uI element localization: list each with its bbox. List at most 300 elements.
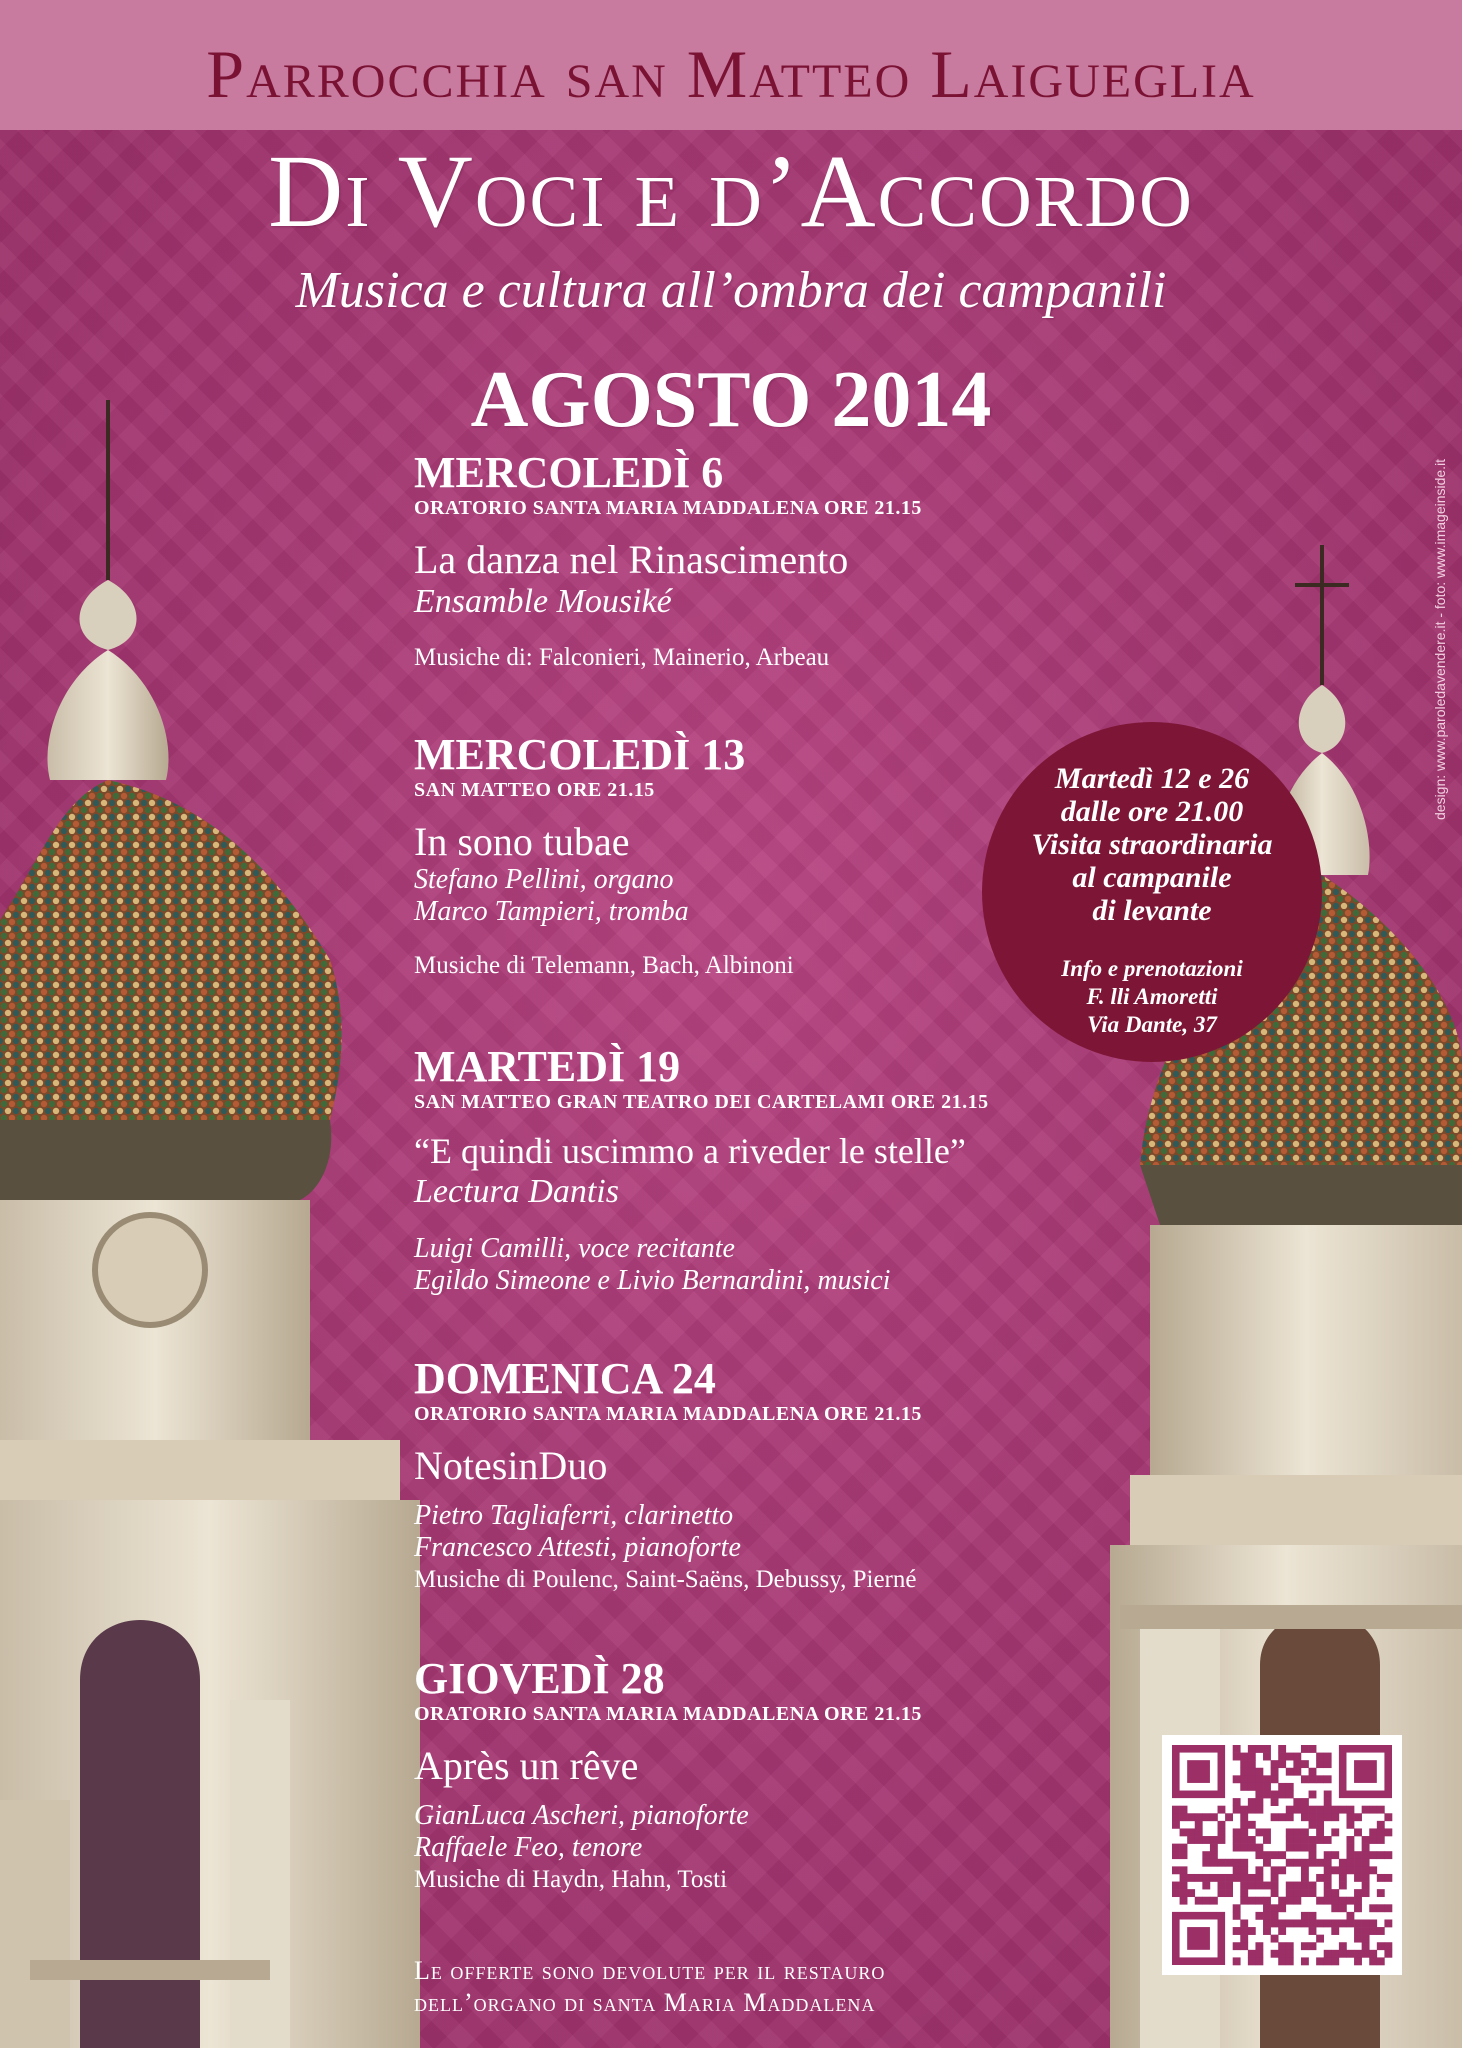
qr-module [1384, 1874, 1392, 1882]
qr-module [1354, 1950, 1362, 1958]
qr-module [1293, 1897, 1301, 1905]
qr-module [1225, 1859, 1233, 1867]
qr-module [1278, 1942, 1286, 1950]
qr-module [1210, 1874, 1218, 1882]
qr-module [1233, 1957, 1241, 1965]
qr-module [1384, 1919, 1392, 1927]
qr-module [1248, 1844, 1256, 1852]
design-credit: design: www.paroledavendere.it - foto: www.imageinside.it [1432, 458, 1448, 820]
qr-module [1233, 1927, 1241, 1935]
qr-module [1301, 1859, 1309, 1867]
qr-module [1218, 1874, 1226, 1882]
event-title: La danza nel Rinascimento [414, 537, 849, 583]
qr-module [1309, 1836, 1317, 1844]
qr-module [1195, 1874, 1203, 1882]
qr-module [1309, 1844, 1317, 1852]
qr-module [1225, 1889, 1233, 1897]
qr-module [1233, 1942, 1241, 1950]
qr-module [1202, 1836, 1210, 1844]
qr-module [1263, 1882, 1271, 1890]
event-music: Musiche di Haydn, Hahn, Tosti [414, 1865, 728, 1893]
qr-module [1369, 1836, 1377, 1844]
qr-module [1218, 1859, 1226, 1867]
qr-module [1248, 1882, 1256, 1890]
qr-module [1187, 1836, 1195, 1844]
qr-module [1172, 1813, 1180, 1821]
qr-module [1286, 1813, 1294, 1821]
qr-module [1278, 1950, 1286, 1958]
qr-module [1362, 1889, 1370, 1897]
qr-module [1362, 1935, 1370, 1943]
qr-module [1240, 1836, 1248, 1844]
qr-module [1369, 1851, 1377, 1859]
qr-module [1278, 1919, 1286, 1927]
qr-module [1301, 1760, 1309, 1768]
qr-module [1316, 1957, 1324, 1965]
qr-module [1286, 1828, 1294, 1836]
badge-info [972, 955, 1332, 1039]
qr-module [1248, 1927, 1256, 1935]
qr-module [1293, 1753, 1301, 1761]
qr-module [1309, 1882, 1317, 1890]
footer-note [414, 1955, 885, 2018]
qr-module [1362, 1950, 1370, 1958]
qr-module [1309, 1889, 1317, 1897]
event-music: Musiche di Poulenc, Saint-Saëns, Debussy, Pierné [414, 1565, 917, 1593]
qr-module [1202, 1897, 1210, 1905]
qr-module [1324, 1813, 1332, 1821]
qr-module [1271, 1760, 1279, 1768]
badge-line: di levante [1092, 894, 1212, 927]
qr-module [1225, 1813, 1233, 1821]
qr-module [1180, 1882, 1188, 1890]
qr-module [1240, 1844, 1248, 1852]
qr-code[interactable] [1162, 1735, 1402, 1975]
qr-module [1233, 1753, 1241, 1761]
qr-module [1263, 1927, 1271, 1935]
qr-module [1377, 1828, 1385, 1836]
qr-finder-pattern [1187, 1927, 1210, 1950]
event-performer: GianLuca Ascheri, pianoforte [414, 1800, 749, 1832]
qr-module [1293, 1844, 1301, 1852]
qr-module [1240, 1828, 1248, 1836]
qr-module [1248, 1806, 1256, 1814]
qr-module [1301, 1874, 1309, 1882]
qr-module [1354, 1859, 1362, 1867]
qr-module [1354, 1935, 1362, 1943]
qr-module [1377, 1836, 1385, 1844]
qr-module [1377, 1942, 1385, 1950]
qr-module [1331, 1813, 1339, 1821]
qr-module [1240, 1821, 1248, 1829]
qr-module [1316, 1935, 1324, 1943]
qr-module [1309, 1813, 1317, 1821]
qr-module [1248, 1836, 1256, 1844]
qr-module [1346, 1950, 1354, 1958]
qr-module [1316, 1753, 1324, 1761]
qr-module [1354, 1874, 1362, 1882]
event-performer: Stefano Pellini, organo [414, 864, 674, 896]
qr-module [1346, 1806, 1354, 1814]
qr-module [1286, 1882, 1294, 1890]
qr-module [1263, 1919, 1271, 1927]
qr-module [1293, 1859, 1301, 1867]
qr-code-image [1162, 1735, 1402, 1975]
event-performer: Egildo Simeone e Livio Bernardini, musici [414, 1265, 891, 1297]
qr-module [1384, 1828, 1392, 1836]
event-subtitle: Lectura Dantis [414, 1172, 619, 1210]
qr-module [1180, 1828, 1188, 1836]
qr-module [1218, 1836, 1226, 1844]
qr-finder-pattern [1354, 1760, 1377, 1783]
qr-module [1346, 1836, 1354, 1844]
qr-module [1263, 1836, 1271, 1844]
qr-module [1286, 1768, 1294, 1776]
qr-module [1301, 1912, 1309, 1920]
event-performer: Francesco Attesti, pianoforte [414, 1532, 741, 1564]
qr-module [1331, 1828, 1339, 1836]
qr-module [1286, 1897, 1294, 1905]
qr-module [1324, 1775, 1332, 1783]
qr-module [1240, 1882, 1248, 1890]
qr-module [1309, 1806, 1317, 1814]
qr-module [1293, 1882, 1301, 1890]
qr-module [1377, 1889, 1385, 1897]
qr-module [1255, 1874, 1263, 1882]
qr-module [1172, 1882, 1180, 1890]
qr-module [1263, 1775, 1271, 1783]
qr-module [1324, 1874, 1332, 1882]
qr-module [1187, 1828, 1195, 1836]
qr-module [1180, 1844, 1188, 1852]
qr-module [1240, 1927, 1248, 1935]
qr-module [1339, 1904, 1347, 1912]
qr-module [1369, 1866, 1377, 1874]
qr-module [1377, 1821, 1385, 1829]
parish-name: Parrocchia san Matteo Laigueglia [206, 36, 1256, 112]
badge-line: Visita straordinaria [1031, 828, 1273, 861]
qr-module [1172, 1806, 1180, 1814]
event-performer: Raffaele Feo, tenore [414, 1832, 643, 1864]
qr-module [1331, 1950, 1339, 1958]
qr-module [1293, 1889, 1301, 1897]
qr-module [1331, 1957, 1339, 1965]
qr-module [1346, 1821, 1354, 1829]
qr-module [1324, 1957, 1332, 1965]
qr-module [1293, 1768, 1301, 1776]
qr-module [1286, 1889, 1294, 1897]
qr-module [1240, 1813, 1248, 1821]
qr-module [1286, 1957, 1294, 1965]
event-item [414, 1356, 1154, 1656]
qr-module [1339, 1919, 1347, 1927]
qr-module [1316, 1828, 1324, 1836]
qr-module [1195, 1836, 1203, 1844]
qr-module [1354, 1927, 1362, 1935]
qr-module [1324, 1889, 1332, 1897]
qr-module [1271, 1874, 1279, 1882]
month-heading: AGOSTO 2014 [470, 356, 992, 444]
qr-module [1195, 1813, 1203, 1821]
qr-module [1354, 1904, 1362, 1912]
qr-module [1331, 1889, 1339, 1897]
qr-module [1331, 1806, 1339, 1814]
qr-module [1316, 1919, 1324, 1927]
qr-module [1263, 1783, 1271, 1791]
qr-module [1248, 1874, 1256, 1882]
qr-module [1278, 1927, 1286, 1935]
qr-module [1202, 1882, 1210, 1890]
qr-module [1331, 1851, 1339, 1859]
event-place: ORATORIO SANTA MARIA MADDALENA ORE 21.15 [414, 1703, 922, 1726]
qr-module [1331, 1866, 1339, 1874]
left-bell-tower-illustration [0, 400, 420, 2048]
event-title: “E quindi uscimmo a riveder le stelle” [414, 1131, 966, 1172]
qr-module [1195, 1828, 1203, 1836]
qr-module [1240, 1942, 1248, 1950]
qr-module [1309, 1768, 1317, 1776]
qr-module [1324, 1798, 1332, 1806]
qr-module [1286, 1836, 1294, 1844]
qr-module [1180, 1866, 1188, 1874]
qr-module [1248, 1760, 1256, 1768]
qr-module [1240, 1866, 1248, 1874]
qr-module [1354, 1866, 1362, 1874]
qr-module [1309, 1775, 1317, 1783]
qr-module [1384, 1813, 1392, 1821]
qr-module [1324, 1919, 1332, 1927]
qr-module [1233, 1806, 1241, 1814]
qr-module [1324, 1806, 1332, 1814]
qr-module [1271, 1791, 1279, 1799]
qr-module [1301, 1806, 1309, 1814]
qr-module [1271, 1889, 1279, 1897]
qr-module [1248, 1775, 1256, 1783]
qr-module [1286, 1844, 1294, 1852]
qr-module [1225, 1882, 1233, 1890]
qr-module [1255, 1851, 1263, 1859]
qr-module [1278, 1760, 1286, 1768]
qr-module [1301, 1844, 1309, 1852]
qr-module [1316, 1859, 1324, 1867]
qr-module [1271, 1904, 1279, 1912]
badge-info-line: Via Dante, 37 [1087, 1012, 1217, 1038]
qr-module [1316, 1874, 1324, 1882]
qr-module [1316, 1813, 1324, 1821]
event-title: Après un rêve [414, 1743, 639, 1789]
qr-module [1233, 1775, 1241, 1783]
qr-module [1255, 1957, 1263, 1965]
qr-module [1233, 1866, 1241, 1874]
qr-module [1309, 1821, 1317, 1829]
qr-module [1377, 1851, 1385, 1859]
qr-module [1240, 1775, 1248, 1783]
qr-module [1248, 1957, 1256, 1965]
qr-module [1278, 1897, 1286, 1905]
qr-module [1369, 1904, 1377, 1912]
event-title: NotesinDuo [414, 1443, 608, 1489]
qr-module [1324, 1753, 1332, 1761]
qr-module [1255, 1866, 1263, 1874]
qr-module [1248, 1897, 1256, 1905]
qr-module [1202, 1859, 1210, 1867]
event-performer: Luigi Camilli, voce recitante [414, 1232, 735, 1264]
qr-module [1278, 1791, 1286, 1799]
qr-module [1263, 1753, 1271, 1761]
qr-module [1339, 1806, 1347, 1814]
qr-module [1240, 1919, 1248, 1927]
qr-module [1218, 1821, 1226, 1829]
qr-module [1331, 1897, 1339, 1905]
qr-module [1255, 1950, 1263, 1958]
qr-module [1233, 1836, 1241, 1844]
poster-title: Di Voci e d’Accordo [268, 134, 1194, 249]
event-day: MERCOLEDÌ 6 [414, 448, 724, 497]
qr-module [1233, 1828, 1241, 1836]
qr-module [1309, 1927, 1317, 1935]
qr-module [1278, 1904, 1286, 1912]
qr-module [1316, 1760, 1324, 1768]
qr-module [1301, 1919, 1309, 1927]
event-place: SAN MATTEO ORE 21.15 [414, 779, 655, 802]
qr-module [1255, 1775, 1263, 1783]
qr-module [1263, 1828, 1271, 1836]
qr-module [1339, 1859, 1347, 1867]
qr-module [1255, 1783, 1263, 1791]
qr-module [1362, 1806, 1370, 1814]
qr-module [1240, 1889, 1248, 1897]
qr-module [1354, 1828, 1362, 1836]
qr-module [1309, 1942, 1317, 1950]
qr-module [1346, 1866, 1354, 1874]
qr-module [1369, 1950, 1377, 1958]
qr-module [1263, 1745, 1271, 1753]
qr-module [1354, 1957, 1362, 1965]
qr-module [1362, 1836, 1370, 1844]
qr-module [1248, 1783, 1256, 1791]
qr-module [1271, 1950, 1279, 1958]
event-performer: Ensamble Mousiké [414, 583, 672, 621]
qr-module [1346, 1844, 1354, 1852]
qr-module [1316, 1806, 1324, 1814]
qr-module [1263, 1791, 1271, 1799]
qr-module [1271, 1798, 1279, 1806]
qr-module [1301, 1957, 1309, 1965]
qr-module [1362, 1927, 1370, 1935]
event-item [414, 1656, 1154, 1895]
qr-module [1369, 1957, 1377, 1965]
event-day: MARTEDÌ 19 [414, 1042, 681, 1091]
qr-module [1346, 1813, 1354, 1821]
qr-module [1346, 1919, 1354, 1927]
qr-module [1172, 1851, 1180, 1859]
qr-module [1218, 1889, 1226, 1897]
qr-module [1210, 1836, 1218, 1844]
qr-module [1331, 1919, 1339, 1927]
qr-module [1210, 1844, 1218, 1852]
event-title: In sono tubae [414, 819, 630, 865]
event-item [414, 450, 1154, 732]
qr-module [1240, 1760, 1248, 1768]
qr-module [1263, 1912, 1271, 1920]
qr-module [1263, 1897, 1271, 1905]
event-day: DOMENICA 24 [414, 1354, 716, 1403]
event-place: SAN MATTEO GRAN TEATRO DEI CARTELAMI ORE 21.15 [414, 1091, 989, 1114]
qr-module [1271, 1882, 1279, 1890]
qr-module [1263, 1851, 1271, 1859]
qr-module [1271, 1935, 1279, 1943]
qr-module [1309, 1912, 1317, 1920]
qr-finder-pattern [1187, 1760, 1210, 1783]
qr-module [1309, 1851, 1317, 1859]
qr-module [1339, 1882, 1347, 1890]
qr-module [1324, 1950, 1332, 1958]
qr-module [1180, 1851, 1188, 1859]
qr-module [1301, 1882, 1309, 1890]
qr-module [1187, 1874, 1195, 1882]
qr-module [1354, 1919, 1362, 1927]
qr-module [1172, 1866, 1180, 1874]
badge-line: Martedì 12 e 26 [1054, 762, 1250, 795]
qr-module [1316, 1821, 1324, 1829]
qr-module [1377, 1806, 1385, 1814]
qr-module [1346, 1859, 1354, 1867]
qr-module [1255, 1844, 1263, 1852]
qr-module [1362, 1942, 1370, 1950]
qr-module [1346, 1912, 1354, 1920]
qr-module [1309, 1791, 1317, 1799]
event-music: Musiche di: Falconieri, Mainerio, Arbeau [414, 644, 830, 672]
qr-module [1324, 1791, 1332, 1799]
qr-module [1255, 1745, 1263, 1753]
qr-module [1309, 1919, 1317, 1927]
qr-module [1172, 1889, 1180, 1897]
qr-module [1339, 1897, 1347, 1905]
qr-module [1324, 1851, 1332, 1859]
qr-module [1240, 1768, 1248, 1776]
qr-module [1240, 1935, 1248, 1943]
qr-module [1324, 1897, 1332, 1905]
qr-module [1369, 1806, 1377, 1814]
badge-info-line: Info e prenotazioni [1061, 956, 1243, 981]
qr-module [1233, 1745, 1241, 1753]
qr-module [1278, 1957, 1286, 1965]
qr-module [1301, 1775, 1309, 1783]
qr-module [1271, 1813, 1279, 1821]
qr-module [1286, 1783, 1294, 1791]
qr-module [1301, 1828, 1309, 1836]
qr-module [1278, 1813, 1286, 1821]
qr-module [1293, 1760, 1301, 1768]
qr-module [1293, 1836, 1301, 1844]
qr-module [1195, 1821, 1203, 1829]
qr-module [1255, 1768, 1263, 1776]
qr-module [1202, 1813, 1210, 1821]
qr-module [1324, 1882, 1332, 1890]
qr-module [1354, 1897, 1362, 1905]
footer-line: Le offerte sono devolute per il restauro [414, 1956, 886, 1985]
qr-module [1255, 1912, 1263, 1920]
event-program [414, 450, 1154, 1895]
qr-module [1218, 1806, 1226, 1814]
qr-module [1180, 1889, 1188, 1897]
event-performer: Marco Tampieri, tromba [414, 896, 689, 928]
qr-module [1233, 1912, 1241, 1920]
event-day: MERCOLEDÌ 13 [414, 730, 746, 779]
qr-module [1278, 1745, 1286, 1753]
qr-module [1301, 1866, 1309, 1874]
qr-module [1309, 1859, 1317, 1867]
